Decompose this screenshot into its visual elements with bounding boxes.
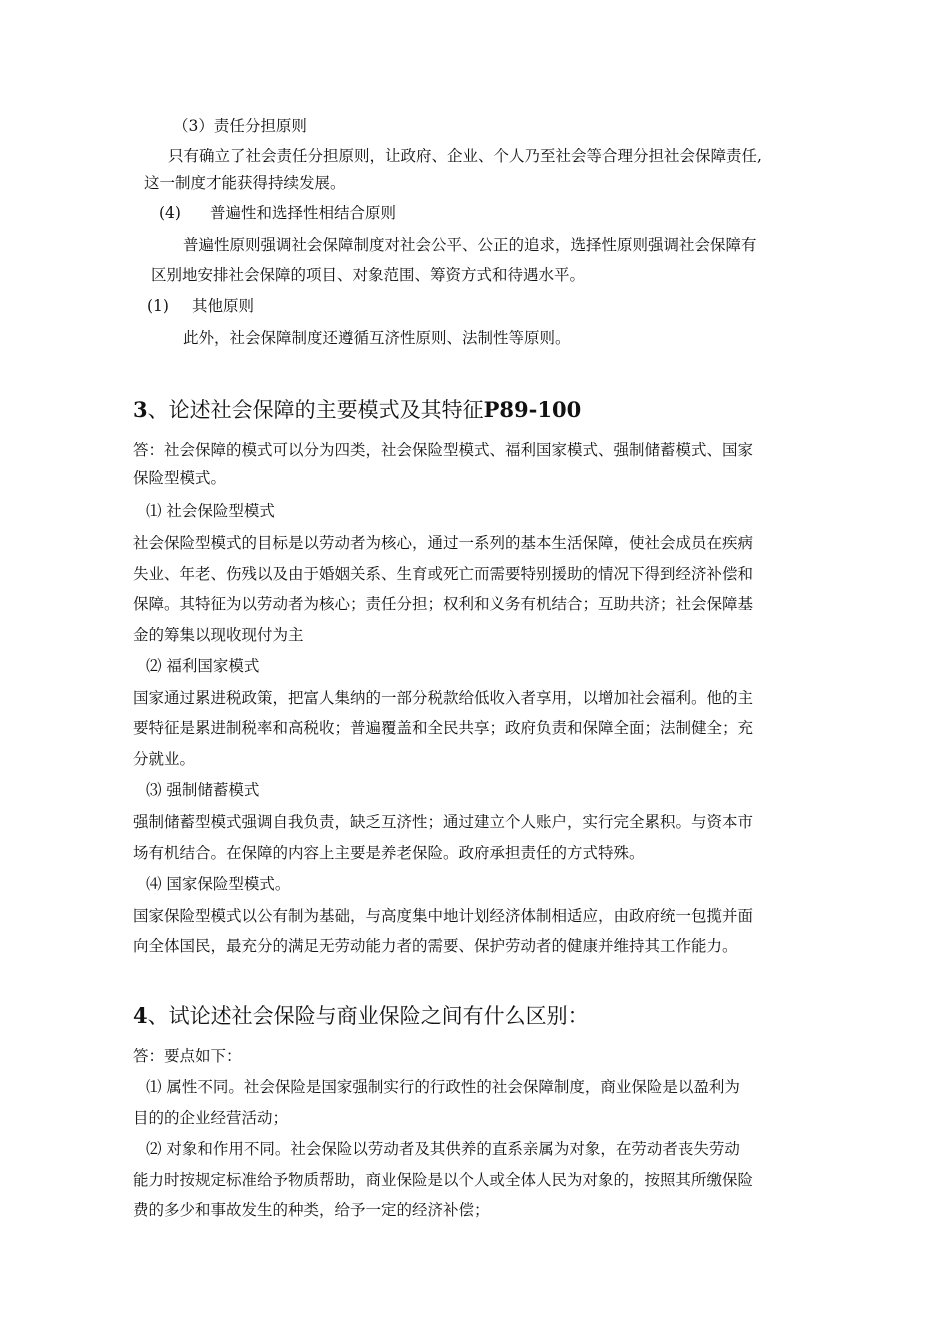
mode-3-body-line-1: 强制储蓄型模式强调自我负责，缺乏互济性；通过建立个人账户，实行完全累积。与资本市 [133,813,754,831]
difference-2-line-2: 能力时按规定标准给予物质帮助，商业保险是以个人或全体人民为对象的，按照其所缴保险 [133,1171,754,1189]
mode-1-body-line-1: 社会保险型模式的目标是以劳动者为核心，通过一系列的基本生活保障，使社会成员在疾病 [133,534,754,552]
principle-3-body-line-2: 这一制度才能获得持续发展。 [144,174,346,192]
mode-2-body-line-2: 要特征是累进制税率和高税收；普遍覆盖和全民共享；政府负责和保障全面；法制健全；充 [133,719,754,737]
mode-1-body-line-3: 保障。其特征为以劳动者为核心；责任分担；权利和义务有机结合；互助共济；社会保障基 [133,595,754,613]
section-4-heading [133,1002,589,1030]
section-3-heading-number: 3 [133,397,148,422]
principle-3-title: （3）责任分担原则 [173,117,307,135]
mode-2-body-line-1: 国家通过累进税政策，把富人集纳的一部分税款给低收入者享用，以增加社会福利。他的主 [133,689,754,707]
mode-2-body-line-3: 分就业。 [133,750,196,768]
mode-3-body-line-2: 场有机结合。在保障的内容上主要是养老保险。政府承担责任的方式特殊。 [133,844,645,862]
principle-4-title: 普遍性和选择性相结合原则 [210,204,397,222]
mode-4-body-line-1: 国家保险型模式以公有制为基础，与高度集中地计划经济体制相适应，由政府统一包揽并面 [133,907,754,925]
section-4-answer: 答：要点如下： [133,1047,242,1065]
section-3-answer-line-1: 答：社会保障的模式可以分为四类，社会保险型模式、福利国家模式、强制储蓄模式、国家 [133,441,754,459]
mode-1-body-line-2: 失业、年老、伤残以及由于婚姻关系、生育或死亡而需要特别援助的情况下得到经济补偿和 [133,565,754,583]
principle-4-number: (4) [159,204,181,222]
mode-4-body-line-2: 向全体国民，最充分的满足无劳动能力者的需要、保护劳动者的健康并维持其工作能力。 [133,937,738,955]
principle-other-title: 其他原则 [192,297,255,315]
principle-3-body-line-1: 只有确立了社会责任分担原则，让政府、企业、个人乃至社会等合理分担社会保障责任, [168,147,762,165]
principle-other-number: (1) [147,297,169,315]
difference-2-line-1: ⑵ 对象和作用不同。社会保险以劳动者及其供养的直系亲属为对象，在劳动者丧失劳动 [146,1140,740,1158]
mode-4-title: ⑷ 国家保险型模式。 [146,875,291,893]
mode-1-title: ⑴ 社会保险型模式 [146,502,275,520]
section-3-heading [133,396,581,424]
mode-1-body-line-4: 金的筹集以现收现付为主 [133,626,304,644]
difference-1-line-2: 目的的企业经营活动； [133,1109,289,1127]
difference-2-line-3: 费的多少和事故发生的种类，给予一定的经济补偿； [133,1201,490,1219]
principle-4-body-line-1: 普遍性原则强调社会保障制度对社会公平、公正的追求，选择性原则强调社会保障有 [183,236,757,254]
section-4-heading-number: 4 [133,1003,148,1028]
principle-4-body-line-2: 区别地安排社会保障的项目、对象范围、筹资方式和待遇水平。 [151,266,586,284]
difference-1-line-1: ⑴ 属性不同。社会保险是国家强制实行的行政性的社会保障制度，商业保险是以盈利为 [146,1078,740,1096]
mode-2-title: ⑵ 福利国家模式 [146,657,260,675]
section-4-heading-text: 、试论述社会保险与商业保险之间有什么区别： [147,1004,589,1028]
section-3-heading-text: 、论述社会保障的主要模式及其特征 [147,398,484,422]
mode-3-title: ⑶ 强制储蓄模式 [146,781,260,799]
section-3-answer-line-2: 保险型模式。 [133,469,227,487]
section-3-heading-pages: P89-100 [483,397,582,422]
principle-other-body: 此外，社会保障制度还遵循互济性原则、法制性等原则。 [183,329,571,347]
